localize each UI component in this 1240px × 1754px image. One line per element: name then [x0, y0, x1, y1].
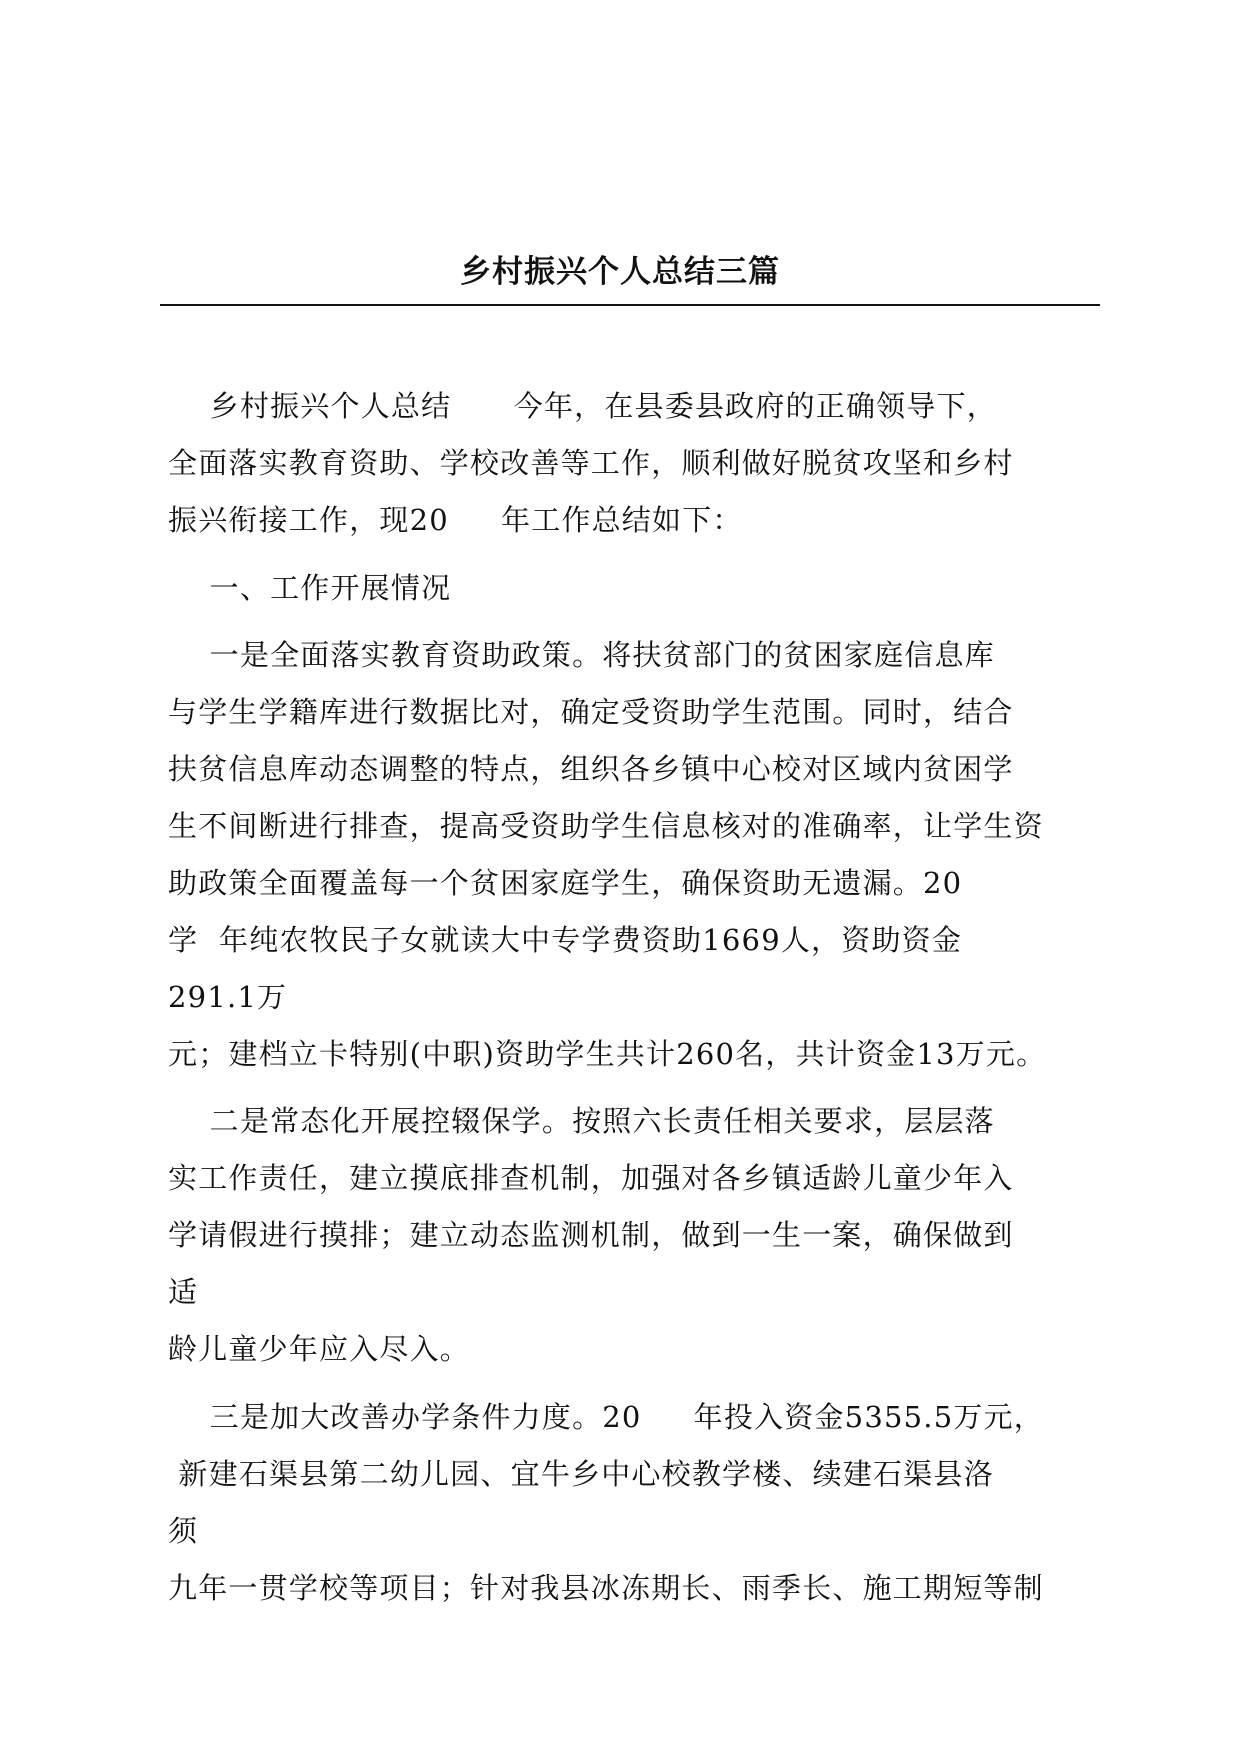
text-line: 一、工作开展情况	[168, 571, 452, 605]
text-line: 与学生学籍库进行数据比对，确定受资助学生范围。同时，结合	[168, 695, 1014, 729]
text-line: 全面落实教育资助、学校改善等工作，顺利做好脱贫攻坚和乡村	[168, 446, 1014, 480]
text-line: 适	[168, 1275, 199, 1309]
text-line: 扶贫信息库动态调整的特点，组织各乡镇中心校对区域内贫困学	[168, 752, 1014, 786]
text-line: 实工作责任，建立摸底排查机制，加强对各乡镇适龄儿童少年入	[168, 1161, 1014, 1195]
text-line: 三是加大改善办学条件力度。20 年投入资金5355.5万元，	[168, 1400, 1044, 1434]
text-line: 291.1万	[168, 980, 288, 1014]
text-line: 振兴衔接工作，现20 年工作总结如下：	[168, 503, 743, 537]
text-line: 学请假进行摸排；建立动态监测机制，做到一生一案，确保做到	[168, 1218, 1014, 1252]
text-line: 元；建档立卡特别(中职)资助学生共计260名，共计资金13万元。	[168, 1037, 1047, 1071]
text-line: 助政策全面覆盖每一个贫困家庭学生，确保资助无遗漏。20	[168, 866, 963, 900]
document-title: 乡村振兴个人总结三篇	[460, 254, 780, 290]
text-line: 学 年纯农牧民子女就读大中专学费资助1669人，资助资金	[168, 923, 963, 957]
text-line: 二是常态化开展控辍保学。按照六长责任相关要求，层层落	[168, 1104, 995, 1138]
text-line: 九年一贯学校等项目；针对我县冰冻期长、雨季长、施工期短等制	[168, 1571, 1044, 1605]
text-line: 一是全面落实教育资助政策。将扶贫部门的贫困家庭信息库	[168, 638, 995, 672]
text-line: 须	[168, 1514, 199, 1548]
text-line: 乡村振兴个人总结 今年，在县委县政府的正确领导下，	[168, 389, 997, 423]
title-underline	[160, 304, 1100, 306]
text-line: 生不间断进行排查，提高受资助学生信息核对的准确率，让学生资	[168, 809, 1044, 843]
text-line: 新建石渠县第二幼儿园、宜牛乡中心校教学楼、续建石渠县洛	[168, 1457, 994, 1491]
text-line: 龄儿童少年应入尽入。	[168, 1332, 471, 1366]
